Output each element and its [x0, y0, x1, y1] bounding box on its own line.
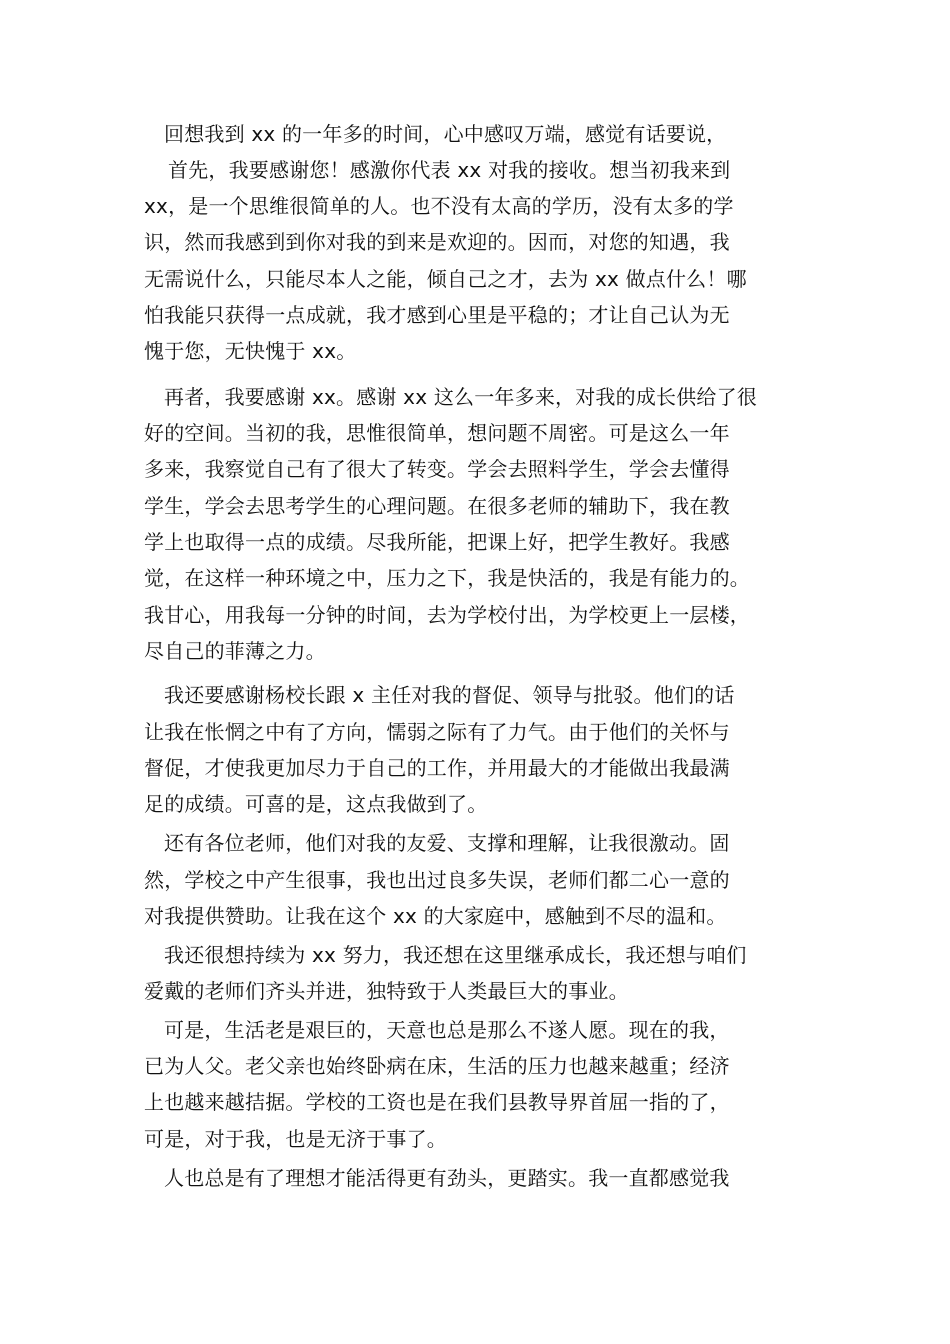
text-line: 学生，学会去思考学生的心理问题。在很多老师的辅助下，我在教: [144, 494, 730, 518]
text-line: 可是，对于我，也是无济于事了。: [144, 1127, 447, 1151]
text-line: 已为人父。老父亲也始终卧病在床，生活的压力也越来越重；经济: [144, 1054, 730, 1078]
text-line: 首先，我要感谢您！感激你代表 xx 对我的接收。想当初我来到: [168, 158, 731, 182]
text-line: 督促，才使我更加尽力于自己的工作，并用最大的才能做出我最满: [144, 756, 730, 780]
text-line: 再者，我要感谢 xx。感谢 xx 这么一年多来，对我的成长供给了很: [164, 385, 758, 409]
text-line: 尽自己的菲薄之力。: [144, 639, 326, 663]
text-line: 还有各位老师，他们对我的友爱、支撑和理解，让我很激动。固: [164, 831, 730, 855]
text-line: 我还要感谢杨校长跟 x 主任对我的督促、领导与批驳。他们的话: [164, 683, 735, 707]
text-line: 让我在怅惘之中有了方向，懦弱之际有了力气。由于他们的关怀与: [144, 720, 730, 744]
text-line: 识，然而我感到到你对我的到来是欢迎的。因而，对您的知遇，我: [144, 230, 730, 254]
text-line: 我还很想持续为 xx 努力，我还想在这里继承成长，我还想与咱们: [164, 943, 747, 967]
text-line: xx，是一个思维很简单的人。也不没有太高的学历，没有太多的学: [144, 194, 734, 218]
text-line: 可是，生活老是艰巨的，天意也总是那么不遂人愿。现在的我，: [164, 1018, 730, 1042]
text-line: 愧于您，无快愧于 xx。: [144, 339, 357, 363]
text-line: 人也总是有了理想才能活得更有劲头，更踏实。我一直都感觉我: [164, 1166, 730, 1190]
text-line: 无需说什么，只能尽本人之能，倾自己之才，去为 xx 做点什么！哪: [144, 267, 747, 291]
text-line: 对我提供赞助。让我在这个 xx 的大家庭中，感触到不尽的温和。: [144, 904, 727, 928]
text-line: 我甘心，用我每一分钟的时间，去为学校付出，为学校更上一层楼，: [144, 603, 750, 627]
text-line: 学上也取得一点的成绩。尽我所能，把课上好，把学生教好。我感: [144, 530, 730, 554]
text-line: 爱戴的老师们齐头并进，独特致于人类最巨大的事业。: [144, 979, 629, 1003]
text-line: 然，学校之中产生很事，我也出过良多失误，老师们都二心一意的: [144, 868, 730, 892]
text-line: 好的空间。当初的我，思惟很简单，想问题不周密。可是这么一年: [144, 421, 730, 445]
text-line: 怕我能只获得一点成就，我才感到心里是平稳的；才让自己认为无: [144, 303, 730, 327]
text-line: 觉，在这样一种环境之中，压力之下，我是快活的，我是有能力的。: [144, 566, 750, 590]
text-line: 足的成绩。可喜的是，这点我做到了。: [144, 792, 488, 816]
text-line: 多来，我察觉自己有了很大了转变。学会去照料学生，学会去懂得: [144, 457, 730, 481]
text-line: 回想我到 xx 的一年多的时间，心中感叹万端，感觉有话要说，: [164, 122, 727, 146]
text-line: 上也越来越拮据。学校的工资也是在我们县教导界首屈一指的了，: [144, 1090, 730, 1114]
